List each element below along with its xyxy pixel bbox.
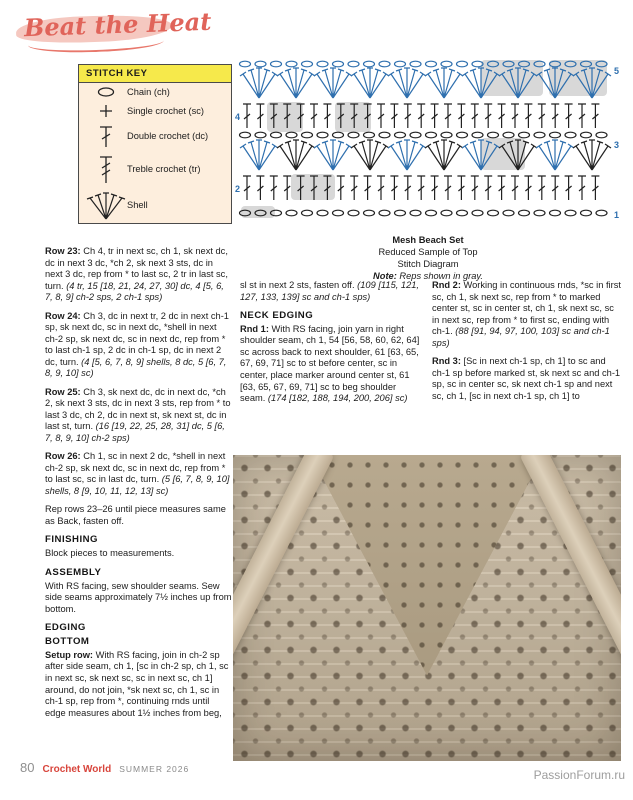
magazine-name: Crochet World [42, 764, 112, 775]
diagram-title: Mesh Beach Set [392, 235, 464, 245]
page-number: 80 [20, 760, 35, 775]
instruction-paragraph: Rnd 3: [Sc in next ch-1 sp, ch 1] to sc and ch-1 sp before marked st, sk next sc and ch-1 sp, sc in center sc, sk next ch-1 sp and next sc, ch 1, [sc in next ch-1 sp, ch 1] to [432, 356, 621, 401]
stitch-key-item [79, 151, 231, 187]
instruction-paragraph: Rep rows 23–26 until piece measures same as Back, fasten off. [45, 504, 226, 526]
instruction-paragraph: Setup row: With RS facing, join in ch-2 sp after side seam, ch 1, [sc in ch-2 sp, ch 1, sc in next sc, sk next sc, sc in next sc, ch 1] around, do not join, *sk next sc, ch 1, sc in ch-1 sp, rep from *, continuing rnds until edge measures about 1½ inches from beg, [45, 649, 229, 718]
section-heading: FINISHING [45, 534, 99, 546]
vneck-band-right [519, 455, 621, 683]
double-crochet-icon [85, 124, 127, 148]
diagram-subtitle2: Stitch Diagram [397, 259, 459, 270]
treble-crochet-icon [85, 154, 127, 184]
brand-header [16, 6, 212, 58]
stitch-key-title: STITCH KEY [79, 65, 231, 83]
stitch-key-label: Shell [127, 200, 148, 210]
issue-label: SUMMER 2026 [119, 764, 190, 774]
diagram-row-number: 5 [614, 66, 620, 76]
chain-icon [85, 86, 127, 98]
instruction-paragraph: Row 26: Ch 1, sc in next 2 dc, *shell in next ch-2 sp, sk next dc, sc in next dc, rep from * to last sc, sc in last dc, turn. (5 [6, 7, 8, 9, 10] shells, 8 [9, 10, 11, 12, 13] sc) [45, 451, 230, 496]
shell-icon [85, 190, 127, 220]
instructions-column-middle [240, 280, 422, 412]
instructions-column-left [45, 246, 232, 726]
instruction-paragraph: Rnd 2: Working in continuous rnds, *sc in first sc, ch 1, sk next sc, rep from * to marked center st, sc in center st, ch 1, sk next sc, sc in next sc, rep from * to first sc, ending with ch-1. (88 [91, 94, 97, 100, 103] sc and ch-1 sps) [432, 280, 621, 348]
diagram-caption [233, 234, 623, 282]
watermark: PassionForum.ru [533, 768, 625, 782]
stitch-key-label: Chain (ch) [127, 87, 170, 97]
page-footer [20, 760, 189, 775]
stitch-key-item [79, 83, 231, 101]
instruction-paragraph: Rnd 1: With RS facing, join yarn in right shoulder seam, ch 1, 54 [56, 58, 60, 62, 64] sc across back to next shoulder, 61 [63, 65, 67, 69, 71] sc to st before center, sc in center, place marker around center st, 61 [63, 65, 67, 69, 71] sc to beg shoulder seam. (174 [182, 188, 194, 200, 206] sc) [240, 323, 420, 404]
instruction-paragraph: Row 24: Ch 3, dc in next tr, 2 dc in next ch-1 sp, sk next dc, sc in next dc, *shell in next ch-2 sp, sk next dc, sc in next dc, rep from * to last ch-1 sp, 2 dc in ch-1 sp, dc in next 2 dc, turn. (4 [5, 6, 7, 8, 9] shells, 8 dc, 5 [6, 7, 8, 9, 10] sc) [45, 310, 229, 379]
stitch-key-item [79, 101, 231, 121]
stitch-diagram-block [233, 58, 623, 282]
instruction-paragraph: With RS facing, sew shoulder seams. Sew side seams approximately 7½ inches up from bottom. [45, 580, 232, 614]
garment-photo [233, 455, 621, 761]
instructions-column-right [432, 280, 621, 409]
stitch-key-label: Treble crochet (tr) [127, 164, 201, 174]
stitch-key-label: Double crochet (dc) [127, 131, 209, 141]
section-heading: EDGING [45, 622, 86, 634]
vneck-band-left [233, 455, 335, 683]
diagram-subtitle: Reduced Sample of Top [378, 247, 478, 258]
stitch-diagram [233, 58, 623, 230]
diagram-row-number: 4 [235, 112, 241, 122]
section-heading: NECK EDGING [240, 310, 314, 322]
instruction-paragraph: Row 25: Ch 3, sk next dc, dc in next dc, *ch 2, sk next 3 sts, dc in next 3 sts, rep from * to last 3 dc, ch 2, dc in next st, sk next st, dc in last st, turn. (16 [19, 22, 25, 28, 31] dc, 5 [6, 7, 8, 9, 10] ch-2 sps) [45, 386, 231, 443]
single-crochet-icon [85, 104, 127, 118]
instruction-paragraph: sl st in next 2 sts, fasten off. (109 [115, 121, 127, 133, 139] sc and ch-1 sps) [240, 280, 419, 302]
section-heading: BOTTOM [45, 636, 90, 648]
diagram-row-number: 1 [614, 210, 620, 220]
stitch-key-box [78, 64, 232, 224]
brand-script-title: Beat the Heat [23, 6, 212, 43]
diagram-row-number: 3 [614, 140, 620, 150]
instruction-paragraph: Row 23: Ch 4, tr in next sc, ch 1, sk next dc, dc in next 3 dc, *ch 2, sk next 3 sts, dc in next 3 dc, rep from * to last sc, 2 tr in last sc, turn. (4 tr, 15 [18, 21, 24, 27, 30] dc, 4 [5, 6, 7, 8, 9] ch-2 sps, 2 ch-1 sps) [45, 246, 228, 303]
stitch-key-item [79, 121, 231, 151]
diagram-note: Note: Reps shown in gray. [373, 271, 483, 282]
section-heading: ASSEMBLY [45, 566, 102, 578]
stitch-key-label: Single crochet (sc) [127, 106, 204, 116]
stitch-key-item [79, 187, 231, 223]
diagram-row-number: 2 [235, 184, 241, 194]
instruction-paragraph: Block pieces to measurements. [45, 548, 175, 559]
